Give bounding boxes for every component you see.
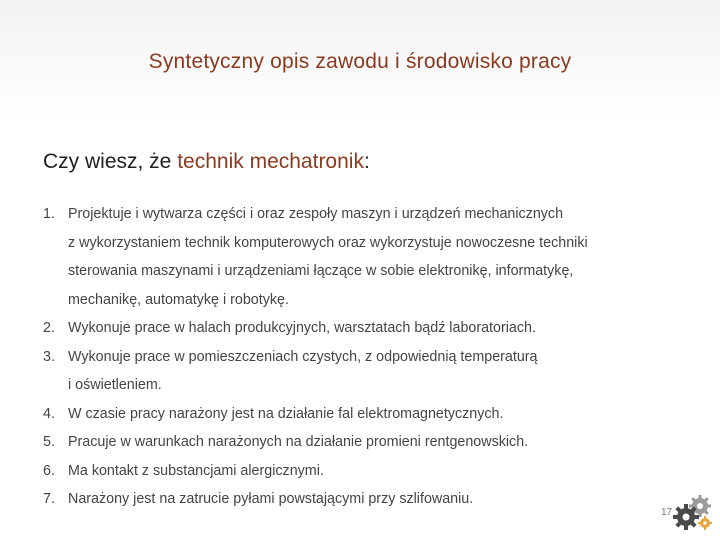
list-item [43,485,683,514]
item-number: 3. [43,348,55,365]
item-line: Ma kontakt z substancjami alergicznymi. [68,462,324,479]
item-number: 7. [43,491,55,507]
gears-icon [670,492,714,532]
item-line: Wykonuje prace w halach produkcyjnych, warsztatach bądź laboratoriach. [68,320,536,336]
item-line: W czasie pracy narażony jest na działanie fal elektromagnetycznych. [68,405,504,422]
list-item [43,400,683,429]
item-line: mechanikę, automatykę i robotykę. [68,291,289,308]
list-item [43,200,683,314]
question-suffix: : [363,150,370,173]
item-number: 1. [43,206,55,222]
question-prefix: Czy wiesz, że [43,150,178,173]
page-number: 17 [661,507,673,518]
item-line: sterowania maszynami i urządzeniami łączące w sobie elektronikę, informatykę, [68,263,574,279]
item-number: 5. [43,434,55,450]
list-item [43,428,683,457]
item-number: 6. [43,462,55,479]
list-item [43,314,683,343]
question-heading [43,150,370,174]
item-number: 2. [43,320,55,336]
list-item [43,457,683,486]
list-item [43,343,683,400]
item-line: Narażony jest na zatrucie pyłami powstającymi przy szlifowaniu. [68,491,474,507]
item-line: Projektuje i wytwarza części i oraz zespoły maszyn i urządzeń mechanicznych [68,206,564,222]
item-line: Wykonuje prace w pomieszczeniach czystych, z odpowiednią temperaturą [68,348,538,365]
item-line: i oświetleniem. [68,377,162,393]
item-line: Pracuje w warunkach narażonych na działanie promieni rentgenowskich. [68,434,529,450]
facts-list [43,200,683,514]
item-number: 4. [43,405,55,422]
slide-title: Syntetyczny opis zawodu i środowisko pracy [148,50,572,73]
question-profession: technik mechatronik [177,150,364,173]
item-line: z wykorzystaniem technik komputerowych oraz wykorzystuje nowoczesne techniki [68,234,588,251]
